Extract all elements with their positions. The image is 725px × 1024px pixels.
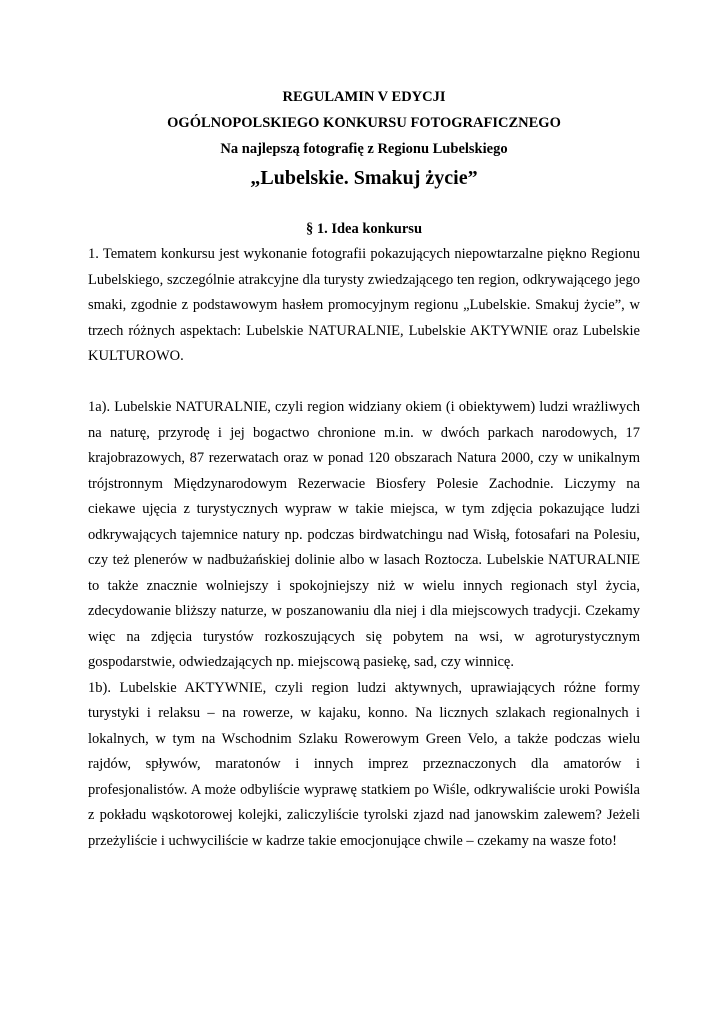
- paragraph-1b: 1b). Lubelskie AKTYWNIE, czyli region ludzi aktywnych, uprawiających różne formy turystyki i relaksu – na rowerze, w kajaku, konno. Na licznych szlakach regionalnych i lokalnych, w tym na Wschodnim Szlaku Rowerowym Green Velo, a także podczas wielu rajdów, spływów, maratonów i innych imprez przeznaczonych dla amatorów i profesjonalistów. A może odbyliście wyprawę statkiem po Wiśle, odkrywaliście uroki Powiśla z pokładu wąskotorowej kolejki, zaliczyliście tyrolski zjazd nad janowskim zalewem? Jeżeli przeżyliście i uchwyciliście w kadrze takie emocjonujące chwile – czekamy na wasze foto!: [88, 679, 640, 849]
- contest-subtitle: Na najlepszą fotografię z Regionu Lubelskiego: [220, 141, 508, 157]
- regulation-title: REGULAMIN V EDYCJI: [282, 89, 446, 105]
- paragraph-1: 1. Tematem konkursu jest wykonanie fotografii pokazujących niepowtarzalne piękno Regionu Lubelskiego, szczególnie atrakcyjne dla turysty zwiedzającego ten region, odkrywającego jego smaki, zgodnie z podstawowym hasłem promocyjnym regionu „Lubelskie. Smakuj życie”, w trzech różnych aspektach: Lubelskie NATURALNIE, Lubelskie AKTYWNIE oraz Lubelskie KULTUROWO.: [88, 246, 640, 364]
- section-title: § 1. Idea konkursu: [305, 221, 423, 237]
- contest-name: OGÓLNOPOLSKIEGO KONKURSU FOTOGRAFICZNEGO: [167, 115, 561, 131]
- document-page: [88, 70, 640, 854]
- paragraph-1a: 1a). Lubelskie NATURALNIE, czyli region widziany okiem (i obiektywem) ludzi wrażliwych na naturę, przyrodę i jej bogactwo chronione m.in. w dwóch parkach narodowych, 17 krajobrazowych, 87 rezerwatach oraz w ponad 120 obszarach Natura 2000, czy w unikalnym trójstronnym Międzynarodowym Rezerwacie Biosfery Polesie Zachodnie. Liczymy na ciekawe ujęcia z turystycznych wypraw w takie miejsca, w tym zdjęcia pokazujące ludzi odkrywających tajemnice natury np. podczas birdwatchingu nad Wisłą, fotosafari na Polesiu, czy też plenerów w nadbużańskiej dolinie albo w lasach Roztocza. Lubelskie NATURALNIE to także znacznie wolniejszy i spokojniejszy niż w wielu innych regionach styl życia, zdecydowanie bliższy naturze, w poszanowaniu dla niej i dla miejscowych tradycji. Czekamy więc na zdjęcia turystów rozkoszujących się pobytem na wsi, w agroturystycznym gospodarstwie, odwiedzających np. miejscową pasiekę, sad, czy winnicę.: [88, 399, 640, 670]
- contest-slogan: „Lubelskie. Smakuj życie”: [250, 167, 478, 189]
